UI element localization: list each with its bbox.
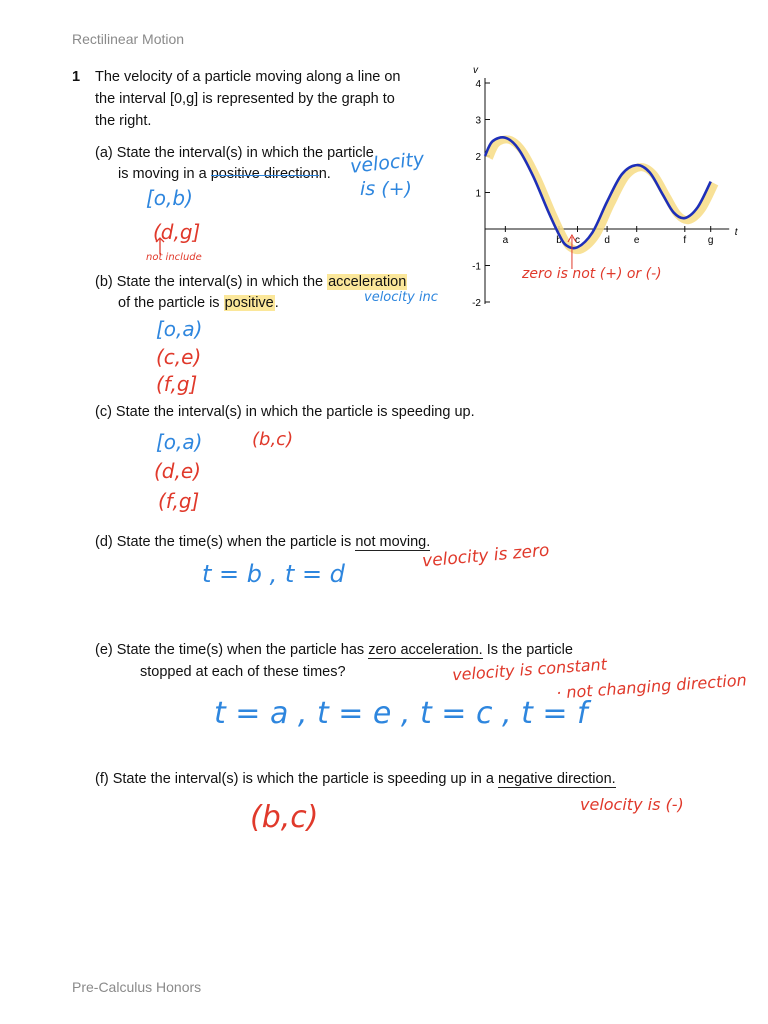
note-a-positive: is (+) [360, 178, 412, 200]
answer-f: (b,c) [250, 800, 319, 835]
part-a-line-2: is moving in a positive directionn. [118, 166, 331, 182]
answer-b-1: [o,a) [156, 317, 203, 341]
page-footer: Pre-Calculus Honors [72, 979, 202, 995]
problem-line-1: The velocity of a particle moving along a line on [95, 69, 401, 85]
part-d-line: (d) State the time(s) when the particle is not moving. [95, 534, 431, 550]
part-c-line: (c) State the interval(s) in which the particle is speeding up. [95, 404, 475, 420]
answer-c-3: (f,g] [158, 489, 200, 513]
note-a-velocity: velocity [349, 148, 426, 178]
struck-text: positive direction [210, 166, 319, 182]
x-tick-label: d [604, 235, 610, 246]
page-header: Rectilinear Motion [72, 31, 185, 47]
answer-a-2: (d,g] [153, 220, 201, 244]
x-tick-label: a [502, 235, 509, 246]
note-e-2: · not changing direction [555, 670, 748, 703]
y-axis-label: v [473, 65, 478, 76]
x-tick-label: g [707, 235, 714, 246]
part-a-line-1: (a) State the interval(s) in which the particle [95, 145, 374, 161]
answer-c-4: (b,c) [252, 429, 294, 450]
answer-e: t = a , t = e , t = c , t = f [214, 696, 588, 731]
part-b-line-2: of the particle is positive. [118, 295, 279, 311]
note-b: velocity inc [364, 290, 438, 305]
problem-number: 1 [72, 69, 81, 85]
answer-d: t = b , t = d [202, 560, 345, 588]
answer-c-2: (d,e) [154, 459, 201, 483]
part-e-line-1: (e) State the time(s) when the particle has zero acceleration. Is the particle [95, 642, 573, 658]
part-e-line-2: stopped at each of these times? [140, 664, 346, 680]
answer-b-3: (f,g] [156, 372, 198, 396]
x-tick-label: b [556, 235, 562, 246]
note-not-include: not include [146, 252, 202, 263]
problem-line-2: the interval [0,g] is represented by the graph to [95, 91, 395, 107]
part-f-line: (f) State the interval(s) is which the particle is speeding up in a negative direction. [95, 771, 616, 787]
x-tick-label: f [683, 235, 687, 246]
x-axis-label: t [734, 227, 738, 238]
note-e-1: velocity is constant [451, 654, 608, 685]
note-d: velocity is zero [421, 540, 551, 572]
arrow-icon [150, 236, 170, 256]
x-tick-label: c [575, 235, 580, 246]
y-tick-label: 1 [475, 188, 481, 200]
y-tick-label: -2 [472, 298, 481, 309]
answer-a-1: [o,b) [146, 186, 193, 210]
answer-c-1: [o,a) [156, 430, 203, 454]
y-tick-label: 4 [475, 79, 481, 90]
y-tick-label: 3 [475, 115, 481, 127]
y-tick-label: 2 [475, 152, 481, 163]
problem-line-3: the right. [95, 113, 152, 129]
x-tick-label: e [633, 235, 640, 246]
answer-b-2: (c,e) [156, 345, 202, 369]
y-tick-label: -1 [472, 261, 481, 273]
part-b-line-1: (b) State the interval(s) in which the acceleration [95, 274, 407, 290]
note-f: velocity is (-) [580, 795, 684, 814]
graph-note: zero is not (+) or (-) [522, 266, 662, 282]
